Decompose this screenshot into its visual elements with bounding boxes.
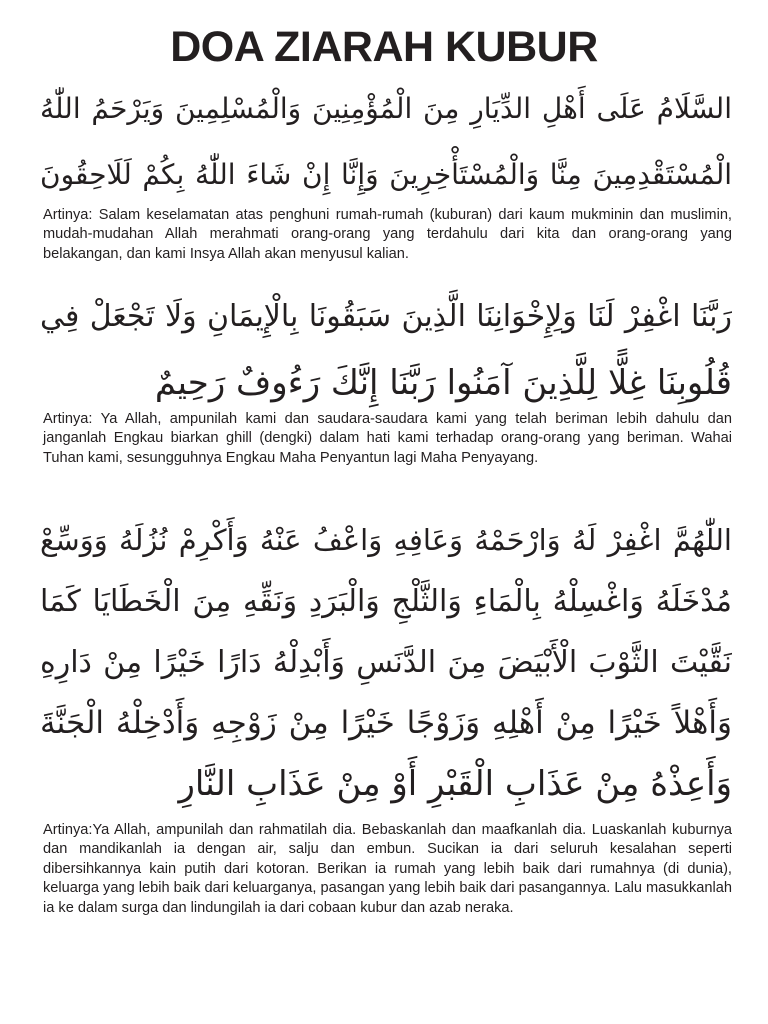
arabic-prayer-1 (40, 76, 732, 208)
arabic-prayer-3 (40, 510, 732, 815)
arabic-line: السَّلَامُ عَلَى أَهْلِ الدِّيَارِ مِنَ الْمُؤْمِنِينَ وَالْمُسْلِمِينَ وَيَرْحَمُ اللّٰهُ (40, 92, 732, 125)
arabic-line: رَبَّنَا اغْفِرْ لَنَا وَلِإِخْوَانِنَا الَّذِينَ سَبَقُونَا بِالْإِيمَانِ وَلَا تَجْعَلْ فِي (40, 299, 732, 334)
translation-1: Artinya: Salam keselamatan atas penghuni rumah-rumah (kuburan) dari kaum mukminin dan muslimin, mudah-mudahan Allah merahmati orang-orang yang terdahulu dari kita dan orang-orang yang belakangan, dan kami Insya Allah akan menyusul kalian. (43, 207, 732, 262)
arabic-line: قُلُوبِنَا غِلًّا لِلَّذِينَ آمَنُوا رَبَّنَا إِنَّكَ رَءُوفٌ رَحِيمٌ (154, 363, 732, 403)
arabic-line: الْمُسْتَقْدِمِينَ مِنَّا وَالْمُسْتَأْخِرِينَ وَإِنَّا إِنْ شَاءَ اللّٰهُ بِكُمْ لَلَاحِقُونَ (40, 158, 732, 191)
arabic-prayer-2 (40, 284, 732, 416)
arabic-line: اللّٰهُمَّ اغْفِرْ لَهُ وَارْحَمْهُ وَعَافِهِ وَاعْفُ عَنْهُ وَأَكْرِمْ نُزُلَهُ وَوَسِّعْ (40, 523, 732, 557)
arabic-line: مُدْخَلَهُ وَاغْسِلْهُ بِالْمَاءِ وَالثَّلْجِ وَالْبَرَدِ وَنَقِّهِ مِنَ الْخَطَايَا كَمَا (40, 584, 732, 619)
arabic-line: نَقَّيْتَ الثَّوْبَ الْأَبْيَضَ مِنَ الدَّنَسِ وَأَبْدِلْهُ دَارًا خَيْرًا مِنْ دَارِهِ (40, 645, 732, 680)
translation-2: Artinya: Ya Allah, ampunilah kami dan saudara-saudara kami yang telah beriman lebih dahulu dan janganlah Engkau biarkan ghill (dengki) dalam hati kami terhadap orang-orang yang beriman. Wahai Tuhan kami, sesungguhnya Engkau Maha Penyantun lagi Maha Penyayang. (43, 411, 732, 466)
arabic-line: وَأَعِذْهُ مِنْ عَذَابِ الْقَبْرِ أَوْ مِنْ عَذَابِ النَّارِ (178, 764, 732, 804)
page-title: DOA ZIARAH KUBUR (170, 23, 598, 71)
translation-3: Artinya:Ya Allah, ampunilah dan rahmatilah dia. Bebaskanlah dan maafkanlah dia. Luaskanlah kuburnya dan mandikanlah ia dengan air, salju dan embun. Sucikan ia dari seluruh kesalahan seperti dibersihkannya kain putih dari kotoran. Berikan ia rumah yang lebih baik dari rumahnya (di dunia), keluarga yang lebih baik dari keluarganya, pasangan yang lebih baik dari pasangannya. Lalu masukkanlah ia ke dalam surga dan lindungilah ia dari cobaan kubur dan azab neraka. (43, 822, 732, 916)
arabic-line: وَأَهْلاً خَيْرًا مِنْ أَهْلِهِ وَزَوْجًا خَيْرًا مِنْ زَوْجِهِ وَأَدْخِلْهُ الْجَنَّةَ (40, 705, 732, 741)
